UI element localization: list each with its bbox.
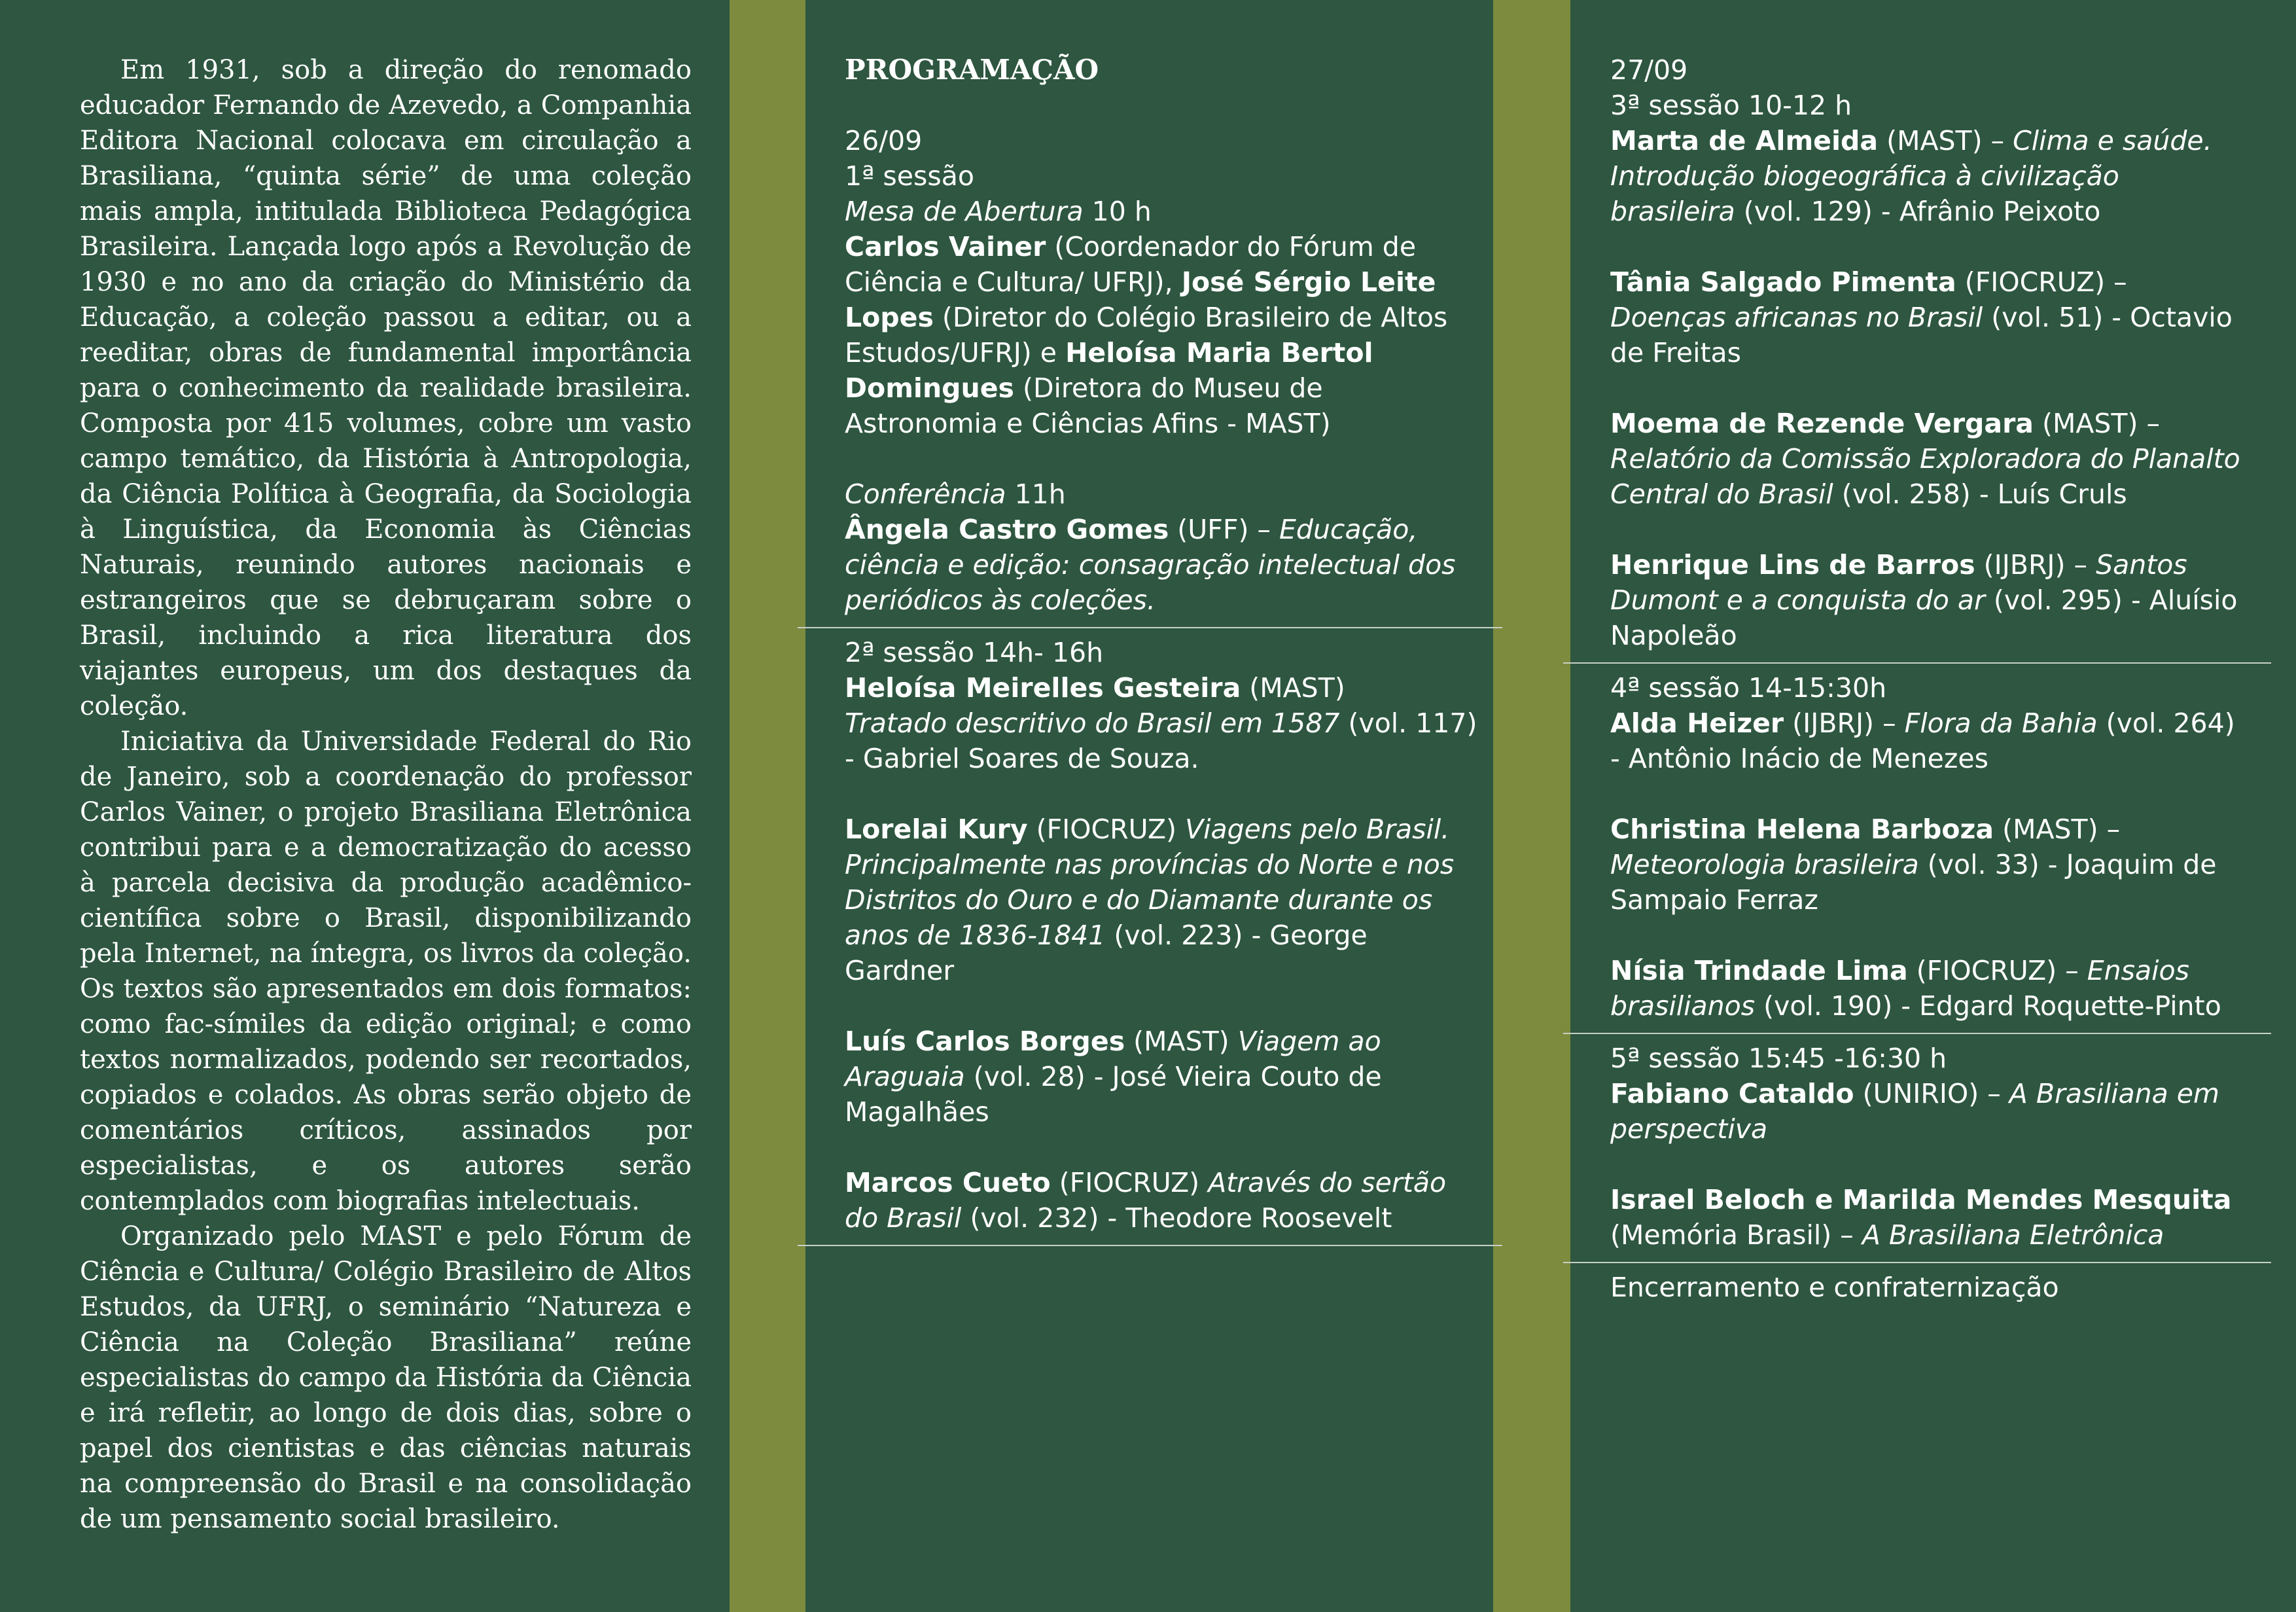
program-panel-day1: [821, 52, 1479, 1253]
session-4-label: 4ª sessão 14-15:30h: [1610, 672, 1887, 704]
session-3-label: 3ª sessão 10-12 h: [1610, 90, 1852, 121]
book-title: Tratado descritivo do Brasil em 1587: [845, 707, 1340, 739]
speaker-name: Alda Heizer: [1610, 707, 1784, 739]
session-divider: [1563, 662, 2271, 664]
talk-entry: [1610, 406, 2248, 512]
session-divider: [1563, 1033, 2271, 1034]
speaker-institution: (MAST) –: [1878, 125, 2013, 156]
speaker-role: (Diretora do Museu de Astronomia e Ciências Afins - MAST): [845, 372, 1331, 439]
speaker-name: Henrique Lins de Barros: [1610, 549, 1975, 581]
speaker-name: Nísia Trindade Lima: [1610, 955, 1908, 986]
conference-entry: [845, 476, 1479, 618]
book-reference: (vol. 258) - Luís Cruls: [1833, 478, 2127, 510]
speaker-name: Marcos Cueto: [845, 1167, 1051, 1198]
speaker-institution: (IJBRJ) –: [1975, 549, 2096, 581]
speaker-name: Heloísa Maria Bertol Domingues: [845, 337, 1373, 404]
speaker-name: Moema de Rezende Vergara: [1610, 408, 2034, 439]
book-reference: (vol. 28) - José Vieira Couto de Magalhães: [845, 1061, 1382, 1128]
talk-entry: [845, 670, 1479, 776]
session-divider: [1563, 1262, 2271, 1263]
talk-entry: [1610, 1182, 2248, 1253]
opening-panel: [845, 194, 1479, 441]
talk-title: A Brasiliana em perspectiva: [1610, 1078, 2219, 1145]
opening-title: Mesa de Abertura: [845, 196, 1084, 227]
speaker-role: (Coordenador do Fórum de Ciência e Cultura/ UFRJ),: [845, 231, 1417, 298]
program-panel-day2: [1587, 52, 2248, 1305]
book-reference: (vol. 232) - Theodore Roosevelt: [961, 1202, 1392, 1234]
book-reference: (vol. 223) - George Gardner: [845, 920, 1368, 986]
conference-title: Conferência: [845, 478, 1006, 510]
intro-paragraph-2: Iniciativa da Universidade Federal do Rio de Janeiro, sob a coordenação do professor Carlos Vainer, o projeto Brasiliana Eletrônica contribui para e a democratização do acesso à parcela decisiva da produção acadêmico-científica sobre o Brasil, disponibilizando pela Internet, na íntegra, os livros da coleção. Os textos são apresentados em dois formatos: como fac-símiles da edição original; e como textos normalizados, podendo ser recortados, copiados e colados. As obras serão objeto de comentários críticos, assinados por especialistas, e os autores serão contemplados com biografias intelectuais.: [80, 726, 692, 1216]
talk-entry: [845, 1024, 1479, 1130]
session-divider: [798, 627, 1502, 628]
day-2-date: 27/09: [1610, 54, 1688, 86]
speaker-institution: (MAST) –: [1994, 814, 2121, 845]
program-title: PROGRAMAÇÃO: [845, 54, 1099, 86]
talk-entry: [845, 812, 1479, 988]
speaker-institution: (FIOCRUZ): [1050, 1167, 1209, 1198]
talk-entry: [1610, 123, 2248, 229]
conference-time: 11h: [1006, 478, 1066, 510]
talk-entry: [1610, 706, 2248, 776]
talk-title: Educação, ciência e edição: consagração intelectual dos periódicos às coleções.: [845, 514, 1456, 616]
talk-title: A Brasiliana Eletrônica: [1862, 1219, 2164, 1251]
green-stripe-left: [730, 0, 805, 1612]
speaker-institution: (UNIRIO) –: [1854, 1078, 2009, 1109]
session-divider: [798, 1245, 1502, 1246]
speaker-name: Lorelai Kury: [845, 814, 1028, 845]
session-1-label: 1ª sessão: [845, 160, 974, 192]
book-title: Clima e saúde. Introdução biogeográfica à civilização brasileira: [1610, 125, 2212, 227]
talk-entry: [1610, 264, 2248, 370]
speaker-name: Israel Beloch e Marilda Mendes Mesquita: [1610, 1184, 2232, 1215]
talk-entry: [1610, 953, 2248, 1024]
talk-entry: [1610, 812, 2248, 918]
book-reference: (vol. 51) - Octavio de Freitas: [1610, 302, 2233, 368]
day-1-date: 26/09: [845, 125, 923, 156]
book-title: Relatório da Comissão Exploradora do Planalto Central do Brasil: [1610, 443, 2240, 510]
speaker-name: Heloísa Meirelles Gesteira: [845, 672, 1241, 704]
speaker-institution: (IJBRJ) –: [1784, 707, 1905, 739]
session-5-label: 5ª sessão 15:45 -16:30 h: [1610, 1043, 1947, 1074]
speaker-institution: (MAST): [1241, 672, 1345, 704]
green-stripe-right: [1493, 0, 1570, 1612]
book-title: Através do sertão do Brasil: [845, 1167, 1447, 1234]
speaker-institution: (FIOCRUZ) –: [1907, 955, 2087, 986]
intro-paragraph-3: Organizado pelo MAST e pelo Fórum de Ciência e Cultura/ Colégio Brasileiro de Altos Estudos, da UFRJ, o seminário “Natureza e Ciência na Coleção Brasiliana” reúne especialistas do campo da História da Ciência e irá refletir, ao longo de dois dias, sobre o papel dos cientistas e das ciências naturais na compreensão do Brasil e na consolidação de um pensamento social brasileiro.: [80, 1221, 692, 1534]
book-reference: (vol. 264) - Antônio Inácio de Menezes: [1610, 707, 2235, 774]
speaker-institution: (UFF) –: [1169, 514, 1280, 545]
book-reference: (vol. 295) - Aluísio Napoleão: [1610, 584, 2238, 651]
intro-text-panel: [80, 52, 692, 1537]
talk-entry: [1610, 1076, 2248, 1147]
speaker-name: Carlos Vainer: [845, 231, 1046, 262]
book-title: Viagens pelo Brasil. Principalmente nas províncias do Norte e nos Distritos do Ouro e do Diamante durante os anos de 1836-1841: [845, 814, 1455, 951]
speaker-name: Fabiano Cataldo: [1610, 1078, 1854, 1109]
speaker-name: Christina Helena Barboza: [1610, 814, 1994, 845]
talk-entry: [845, 1165, 1479, 1236]
speaker-name: Luís Carlos Borges: [845, 1026, 1125, 1057]
book-title: Flora da Bahia: [1904, 707, 2098, 739]
book-reference: (vol. 117) - Gabriel Soares de Souza.: [845, 707, 1477, 774]
intro-paragraph-1: Em 1931, sob a direção do renomado educador Fernando de Azevedo, a Companhia Editora Nacional colocava em circulação a Brasiliana, “quinta série” de uma coleção mais ampla, intitulada Biblioteca Pedagógica Brasileira. Lançada logo após a Revolução de 1930 e no ano da criação do Ministério da Educação, a coleção passou a editar, ou a reeditar, obras de fundamental importância para o conhecimento da realidade brasileira. Composta por 415 volumes, cobre um vasto campo temático, da História à Antropologia, da Ciência Política à Geografia, da Sociologia à Linguística, da Economia às Ciências Naturais, reunindo autores nacionais e estrangeiros que se debruçaram sobre o Brasil, incluindo a rica literatura dos viajantes europeus, um dos destaques da coleção.: [80, 55, 692, 721]
closing-text: Encerramento e confraternização: [1610, 1272, 2059, 1303]
speaker-name: José Sérgio Leite Lopes: [845, 266, 1436, 333]
book-title: Ensaios brasilianos: [1610, 955, 2189, 1022]
speaker-institution: (MAST): [1125, 1026, 1238, 1057]
book-reference: (vol. 190) - Edgard Roquette-Pinto: [1755, 990, 2221, 1022]
speaker-institution: (FIOCRUZ) –: [1956, 266, 2127, 298]
book-reference: (vol. 129) - Afrânio Peixoto: [1735, 196, 2101, 227]
speaker-role: (Diretor do Colégio Brasileiro de Altos Estudos/UFRJ) e: [845, 302, 1448, 368]
speaker-name: Ângela Castro Gomes: [845, 514, 1169, 545]
book-title: Santos Dumont e a conquista do ar: [1610, 549, 2187, 616]
book-title: Doenças africanas no Brasil: [1610, 302, 1983, 333]
speaker-name: Marta de Almeida: [1610, 125, 1879, 156]
book-reference: (vol. 33) - Joaquim de Sampaio Ferraz: [1610, 849, 2217, 916]
talk-entry: [1610, 547, 2248, 653]
session-2-label: 2ª sessão 14h- 16h: [845, 637, 1104, 668]
book-title: Viagem ao Araguaia: [845, 1026, 1381, 1092]
speaker-institution: (MAST) –: [2033, 408, 2161, 439]
book-title: Meteorologia brasileira: [1610, 849, 1919, 880]
speaker-institution: (Memória Brasil) –: [1610, 1219, 1862, 1251]
speaker-institution: (FIOCRUZ): [1027, 814, 1186, 845]
speaker-name: Tânia Salgado Pimenta: [1610, 266, 1956, 298]
opening-time: 10 h: [1083, 196, 1152, 227]
